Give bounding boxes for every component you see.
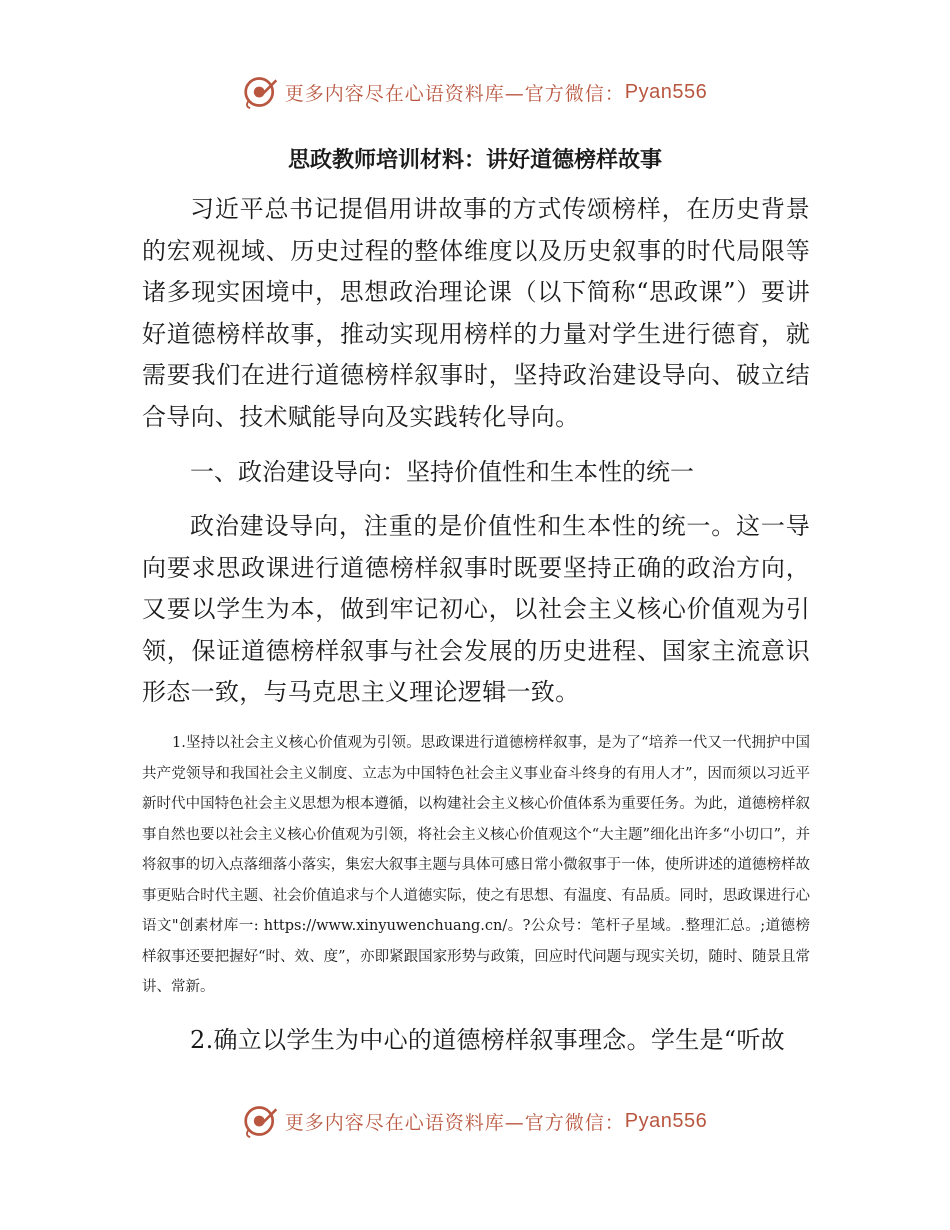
item2-block xyxy=(142,1020,810,1062)
intro-paragraph: 习近平总书记提倡用讲故事的方式传颂榜样，在历史背景的宏观视域、历史过程的整体维度以及历史叙事的时代局限等诸多现实困境中，思想政治理论课（以下简称“思政课”）要讲好道德榜样故事，推动实现用榜样的力量对学生进行德育，就需要我们在进行道德榜样叙事时，坚持政治建设导向、破立结合导向、技术赋能导向及实践转化导向。 xyxy=(142,195,810,431)
header-watermark-banner xyxy=(0,70,950,114)
note-paragraph-1: 1.坚持以社会主义核心价值观为引领。思政课进行道德榜样叙事，是为了“培养一代又一代拥护中国共产党领导和我国社会主义制度、立志为中国特色社会主义事业奋斗终身的有用人才”，因而须以习近平新时代中国特色社会主义思想为根本遵循，以构建社会主义核心价值体系为重要任务。为此，道德榜样叙事自然也要以社会主义核心价值观为引领，将社会主义核心价值观这个“大主题”细化出许多“小切口”，并将叙事的切入点落细落小落实，集宏大叙事主题与具体可感日常小微叙事于一体，使所讲述的道德榜样故事更贴合时代主题、社会价值追求与个人道德实际，使之有思想、有温度、有品质。同时，思政课进行心语文"创素材库一: https://www.xinyuwenchuang.cn/。?公众号：笔杆子星域。.整理汇总。;道德榜样叙事还要把握好“时、效、度”，亦即紧跟国家形势与政策，回应时代问题与现实关切，随时、随景且常讲、常新。 xyxy=(142,735,810,995)
banner-wechat-id: Pyan556 xyxy=(624,80,708,103)
footer-watermark-banner xyxy=(0,1099,950,1143)
pen-logo-icon xyxy=(243,1103,279,1139)
section1-body-block xyxy=(142,506,810,714)
section1-heading-block xyxy=(142,452,810,492)
document-title: 思政教师培训材料：讲好道德榜样故事 xyxy=(287,147,662,173)
item2-paragraph: 2.确立以学生为中心的道德榜样叙事理念。学生是“听故 xyxy=(190,1026,785,1054)
banner-text: 更多内容尽在心语资料库—官方微信： xyxy=(284,82,625,105)
section1-heading: 一、政治建设导向：坚持价值性和生本性的统一 xyxy=(190,458,694,486)
banner-text: 更多内容尽在心语资料库—官方微信： xyxy=(284,1111,625,1134)
intro-block xyxy=(142,189,810,438)
banner-wechat-id: Pyan556 xyxy=(624,1109,708,1132)
note-block xyxy=(142,728,810,1003)
section1-paragraph: 政治建设导向，注重的是价值性和生本性的统一。这一导向要求思政课进行道德榜样叙事时既要坚持正确的政治方向，又要以学生为本，做到牢记初心，以社会主义核心价值观为引领，保证道德榜样叙事与社会发展的历史进程、国家主流意识形态一致，与马克思主义理论逻辑一致。 xyxy=(142,512,810,706)
pen-logo-icon xyxy=(243,74,279,110)
